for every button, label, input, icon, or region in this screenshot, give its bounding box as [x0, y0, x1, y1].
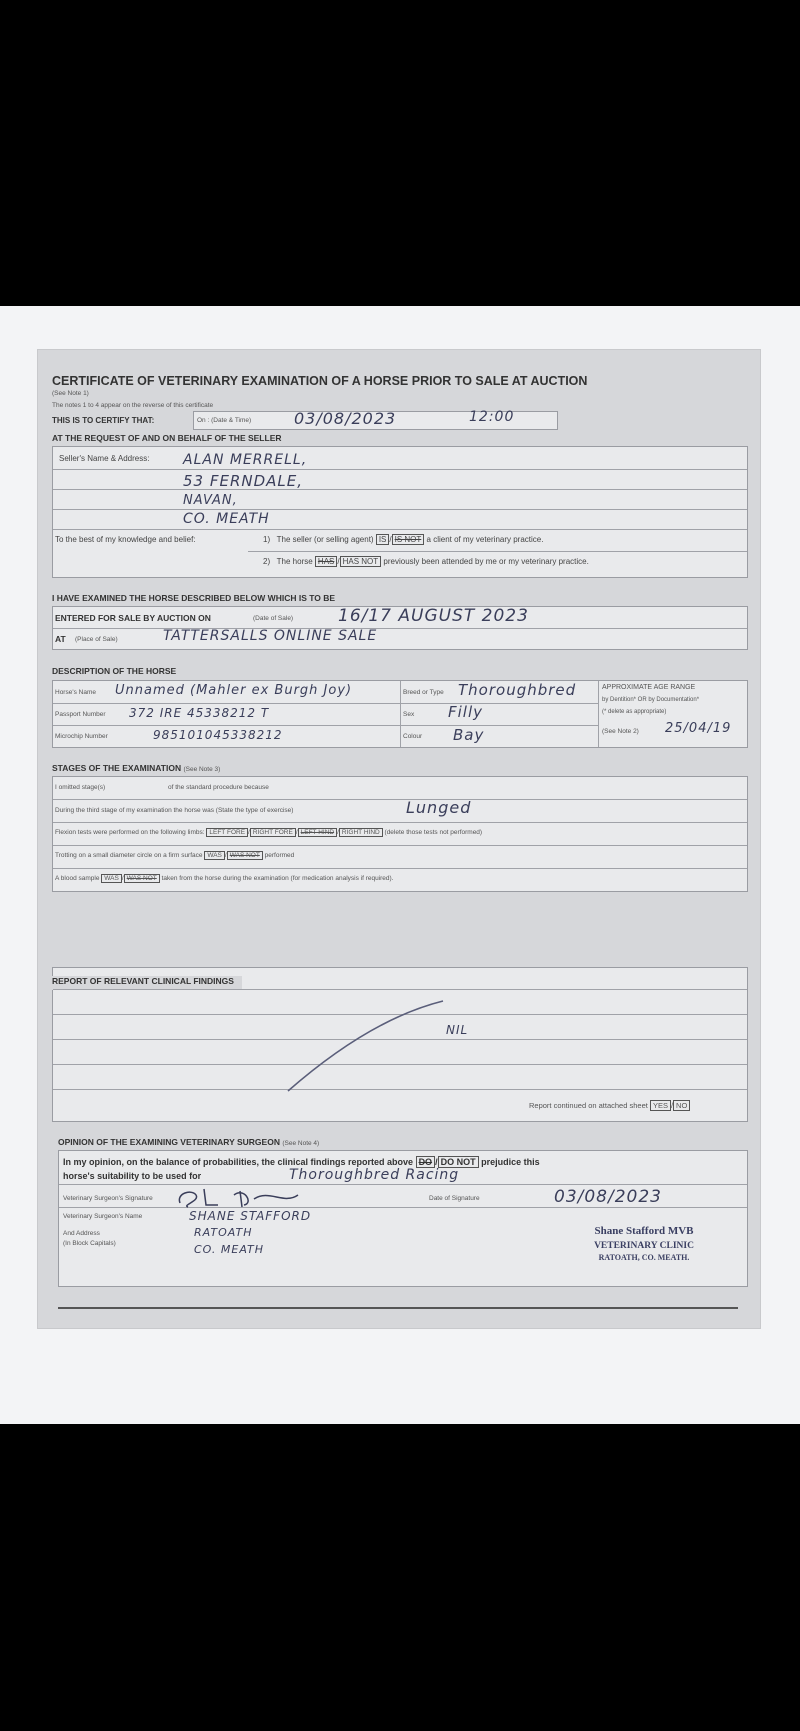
on-label: On : (Date & Time) — [197, 417, 252, 424]
sex-label: Sex — [403, 711, 415, 718]
hw-sex: Filly — [448, 703, 484, 721]
footer-rule — [58, 1307, 738, 1309]
age-range-heading: APPROXIMATE AGE RANGE — [602, 684, 696, 691]
hw-date: 03/08/2023 — [294, 409, 397, 428]
opinion-note: (See Note 4) — [282, 1140, 320, 1147]
passport-label: Passport Number — [55, 711, 106, 718]
statement-1: 1) The seller (or selling agent) IS / IS NOT a client of my veterinary practice. — [263, 535, 544, 544]
stages-box — [52, 776, 748, 892]
divider — [598, 681, 599, 747]
divider — [53, 509, 747, 510]
request-heading: AT THE REQUEST OF AND ON BEHALF OF THE SELLER — [52, 433, 282, 443]
clinic-stamp-clinic: VETERINARY CLINIC — [594, 1241, 694, 1251]
hw-use: Thoroughbred Racing — [289, 1167, 460, 1183]
opinion-heading-line — [58, 1137, 319, 1147]
breed-label: Breed or Type — [403, 689, 444, 696]
divider — [53, 628, 747, 629]
statement-1-post: a client of my veterinary practice. — [426, 535, 544, 544]
statement-2: 2) The horse HAS / HAS NOT previously been attended by me or my veterinary practice. — [263, 557, 589, 566]
divider — [53, 725, 598, 726]
stages-note: (See Note 3) — [183, 766, 221, 773]
statement-2-post: previously been attended by me or my veterinary practice. — [383, 557, 589, 566]
stages-heading — [52, 763, 220, 773]
hw-passport: 372 IRE 45338212 T — [129, 706, 270, 720]
opinion-line-2: horse's suitability to be used for — [63, 1171, 202, 1181]
trotting-was-not: WAS NOT — [227, 851, 263, 860]
see-note-1: (See Note 1) — [52, 390, 89, 397]
report-box — [52, 967, 748, 1122]
statement-1-num: 1) — [263, 535, 271, 544]
opinion-box — [58, 1150, 748, 1287]
age-delete: (* delete as appropriate) — [602, 709, 667, 715]
certificate-form — [37, 349, 761, 1329]
divider — [53, 489, 747, 490]
microchip-label: Microchip Number — [55, 733, 108, 740]
omitted-label: I omitted stage(s) — [55, 784, 106, 791]
blood-line: A blood sample WAS / WAS NOT taken from the horse during the examination (for medication analysis if required). — [55, 875, 394, 882]
age-note: (See Note 2) — [602, 728, 639, 735]
hw-seller-line: ALAN MERRELL, — [183, 452, 308, 468]
divider — [59, 1184, 747, 1185]
report-heading: REPORT OF RELEVANT CLINICAL FINDINGS — [52, 976, 242, 990]
hw-exercise: Lunged — [406, 798, 472, 817]
knowledge-label: To the best of my knowledge and belief: — [55, 535, 196, 544]
opinion-do-not: DO NOT — [438, 1156, 479, 1168]
entered-label: ENTERED FOR SALE BY AUCTION ON — [55, 613, 211, 623]
statement-2-num: 2) — [263, 557, 271, 566]
flexion-left-fore: LEFT FORE — [206, 828, 248, 837]
blood-pre: A blood sample — [55, 875, 100, 882]
divider — [53, 703, 598, 704]
hw-vet-address: CO. MEATH — [194, 1243, 265, 1256]
divider — [53, 845, 747, 846]
stages-heading-text: STAGES OF THE EXAMINATION — [52, 763, 182, 773]
hw-colour: Bay — [453, 726, 485, 744]
divider — [53, 469, 747, 470]
statement-2-option-has: HAS — [315, 556, 337, 567]
age-by: by Dentition* OR by Documentation* — [602, 697, 700, 703]
trotting-post: performed — [264, 852, 295, 859]
sale-box — [52, 606, 748, 650]
report-no: NO — [673, 1100, 690, 1111]
clinic-stamp-name: Shane Stafford MVB — [594, 1225, 694, 1237]
blood-post: taken from the horse during the examination (for medication analysis if required). — [161, 875, 394, 882]
statement-1-option-is-not: IS NOT — [392, 534, 425, 545]
divider — [248, 551, 747, 552]
hw-microchip: 985101045338212 — [153, 728, 283, 742]
date-of-sale-label: (Date of Sale) — [253, 615, 294, 622]
opinion-do: DO — [416, 1156, 436, 1168]
flexion-right-hind: RIGHT HIND — [339, 828, 383, 837]
divider — [53, 868, 747, 869]
omitted-post: of the standard procedure because — [168, 784, 269, 791]
hw-vet-address: RATOATH — [194, 1226, 253, 1239]
flexion-pre: Flexion tests were performed on the following limbs: — [55, 829, 205, 836]
seller-box — [52, 446, 748, 578]
report-continued: Report continued on attached sheet — [529, 1101, 648, 1110]
report-yes: YES — [650, 1100, 671, 1111]
statement-1-option-is: IS — [376, 534, 390, 545]
seller-label: Seller's Name & Address: — [59, 454, 150, 463]
hw-seller-line: NAVAN, — [183, 493, 238, 508]
hw-findings: NIL — [446, 1023, 469, 1037]
address-label: And Address — [63, 1230, 100, 1237]
divider — [53, 989, 747, 990]
divider — [53, 799, 747, 800]
description-heading: DESCRIPTION OF THE HORSE — [52, 666, 177, 676]
hw-sale-date: 16/17 AUGUST 2023 — [338, 606, 529, 626]
notes-line: The notes 1 to 4 appear on the reverse of this certificate — [52, 402, 214, 409]
blood-was: WAS — [101, 874, 122, 883]
flexion-right-fore: RIGHT FORE — [250, 828, 296, 837]
hw-seller-line: CO. MEATH — [183, 511, 270, 527]
clinic-stamp-address: RATOATH, CO. MEATH. — [598, 1253, 690, 1262]
signature-scribble — [174, 1185, 304, 1209]
hw-seller-line: 53 FERNDALE, — [183, 472, 304, 490]
hw-place: TATTERSALLS ONLINE SALE — [163, 628, 378, 644]
certificate-title: CERTIFICATE OF VETERINARY EXAMINATION OF A HORSE PRIOR TO SALE AT AUCTION — [52, 374, 588, 388]
blood-was-not: WAS NOT — [124, 874, 160, 883]
statement-2-option-has-not: HAS NOT — [340, 556, 382, 567]
opinion-line-1: In my opinion, on the balance of probabilities, the clinical findings reported above DO / DO NOT prejudice this — [63, 1157, 540, 1167]
divider — [53, 822, 747, 823]
vet-name-label: Veterinary Surgeon's Name — [63, 1213, 143, 1220]
divider — [53, 529, 747, 530]
block-caps-label: (In Block Capitals) — [63, 1240, 116, 1247]
hw-sig-date: 03/08/2023 — [554, 1187, 662, 1207]
hw-breed: Thoroughbred — [458, 681, 577, 699]
colour-label: Colour — [403, 733, 423, 740]
certify-label: THIS IS TO CERTIFY THAT: — [52, 416, 155, 425]
signature-label: Veterinary Surgeon's Signature — [63, 1195, 153, 1202]
horse-name-label: Horse's Name — [55, 689, 96, 696]
flexion-left-hind: LEFT HIND — [298, 828, 337, 837]
hw-time: 12:00 — [469, 409, 515, 425]
divider — [59, 1207, 747, 1208]
opinion-line1-pre: In my opinion, on the balance of probabilities, the clinical findings reported above — [63, 1157, 414, 1167]
place-label: (Place of Sale) — [75, 636, 118, 643]
opinion-heading: OPINION OF THE EXAMINING VETERINARY SURGEON — [58, 1137, 280, 1147]
statement-2-pre: The horse — [276, 557, 313, 566]
hw-age: 25/04/19 — [665, 721, 732, 736]
date-signature-label: Date of Signature — [429, 1195, 480, 1202]
report-continued-line: Report continued on attached sheet YES / NO — [529, 1101, 690, 1110]
examined-heading: I HAVE EXAMINED THE HORSE DESCRIBED BELOW WHICH IS TO BE — [52, 593, 336, 603]
trotting-line: Trotting on a small diameter circle on a firm surface WAS / WAS NOT performed — [55, 852, 295, 859]
divider — [400, 681, 401, 747]
date-time-box — [193, 411, 558, 430]
hw-vet-name: SHANE STAFFORD — [189, 1209, 312, 1223]
trotting-was: WAS — [204, 851, 225, 860]
at-label: AT — [55, 634, 66, 644]
cross-out-stroke — [283, 996, 453, 1096]
opinion-line1-post: prejudice this — [481, 1157, 540, 1167]
flexion-line: Flexion tests were performed on the following limbs: LEFT FORE / RIGHT FORE / LEFT HIND / RIGHT HIND (delete those tests not performed) — [55, 829, 483, 836]
third-stage-label: During the third stage of my examination the horse was (State the type of exercise) — [55, 807, 294, 814]
hw-horse-name: Unnamed (Mahler ex Burgh Joy) — [115, 683, 353, 698]
description-box — [52, 680, 748, 748]
flexion-post: (delete those tests not performed) — [384, 829, 483, 836]
statement-1-pre: The seller (or selling agent) — [276, 535, 374, 544]
trotting-pre: Trotting on a small diameter circle on a firm surface — [55, 852, 203, 859]
